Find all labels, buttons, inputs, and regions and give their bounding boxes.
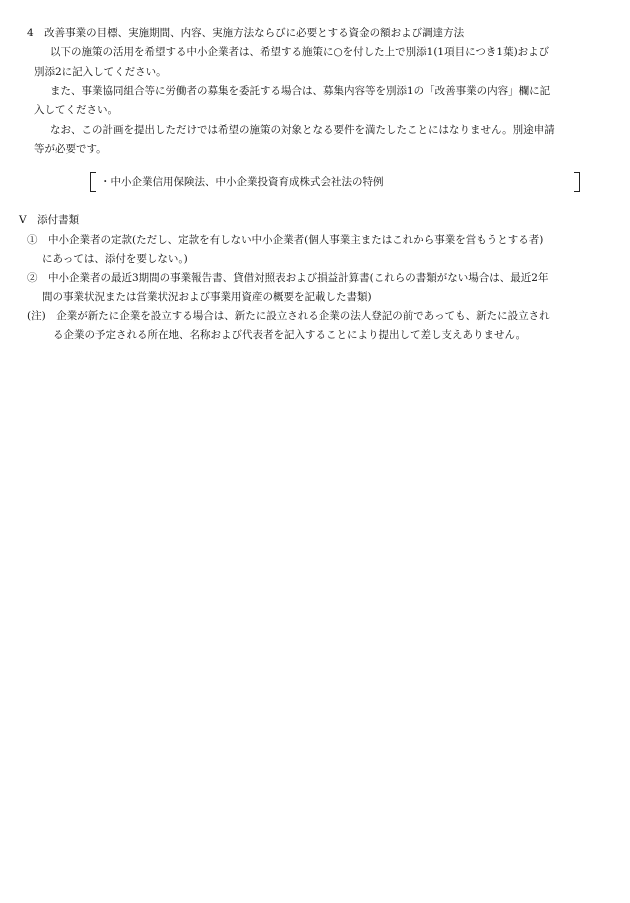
section4-para2-line1: また、事業協同組合等に労働者の募集を委託する場合は、募集内容等を別添1の「改善事業の内容」欄に記 [50, 85, 551, 97]
section4-para3-line2: 等が必要です。 [34, 143, 107, 155]
section4-para1-line2: 別添2に記入してください。 [34, 66, 167, 78]
section4-para3-line1: なお、この計画を提出しただけでは希望の施策の対象となる要件を満たしたことにはなりません。別途申請 [50, 124, 555, 136]
note-line1: (注) 企業が新たに企業を設立する場合は、新たに設立される企業の法人登記の前であっても、新たに設立され [27, 310, 550, 322]
section4-para1-line1: 以下の施策の活用を希望する中小企業者は、希望する施策に○を付した上で別添1(1項目につき1葉)および [50, 46, 550, 58]
attachment-item1-line2: にあっては、添付を要しない。) [42, 253, 188, 265]
note-line2: る企業の予定される所在地、名称および代表者を記入することにより提出して差し支えありません。 [53, 329, 527, 341]
left-bracket [90, 172, 96, 192]
section4-para2-line2: 入してください。 [34, 104, 118, 116]
attachment-item2-line1: ② 中小企業者の最近3期間の事業報告書、貸借対照表および損益計算書(これらの書類がない場合は、最近2年 [27, 272, 549, 284]
sectionV-heading: V 添付書類 [19, 214, 80, 226]
attachment-item1-line1: ① 中小企業者の定款(ただし、定款を有しない中小企業者(個人事業主またはこれから事業を営もうとする者) [27, 234, 544, 246]
bracketed-measure-text: ・中小企業信用保険法、中小企業投資育成株式会社法の特例 [100, 176, 384, 188]
section4-heading: 4 改善事業の目標、実施期間、内容、実施方法ならびに必要とする資金の額および調達方法 [27, 27, 465, 39]
bracketed-measure-box [90, 172, 580, 192]
right-bracket [574, 172, 580, 192]
attachment-item2-line2: 間の事業状況または営業状況および事業用資産の概要を記載した書類) [42, 291, 372, 303]
